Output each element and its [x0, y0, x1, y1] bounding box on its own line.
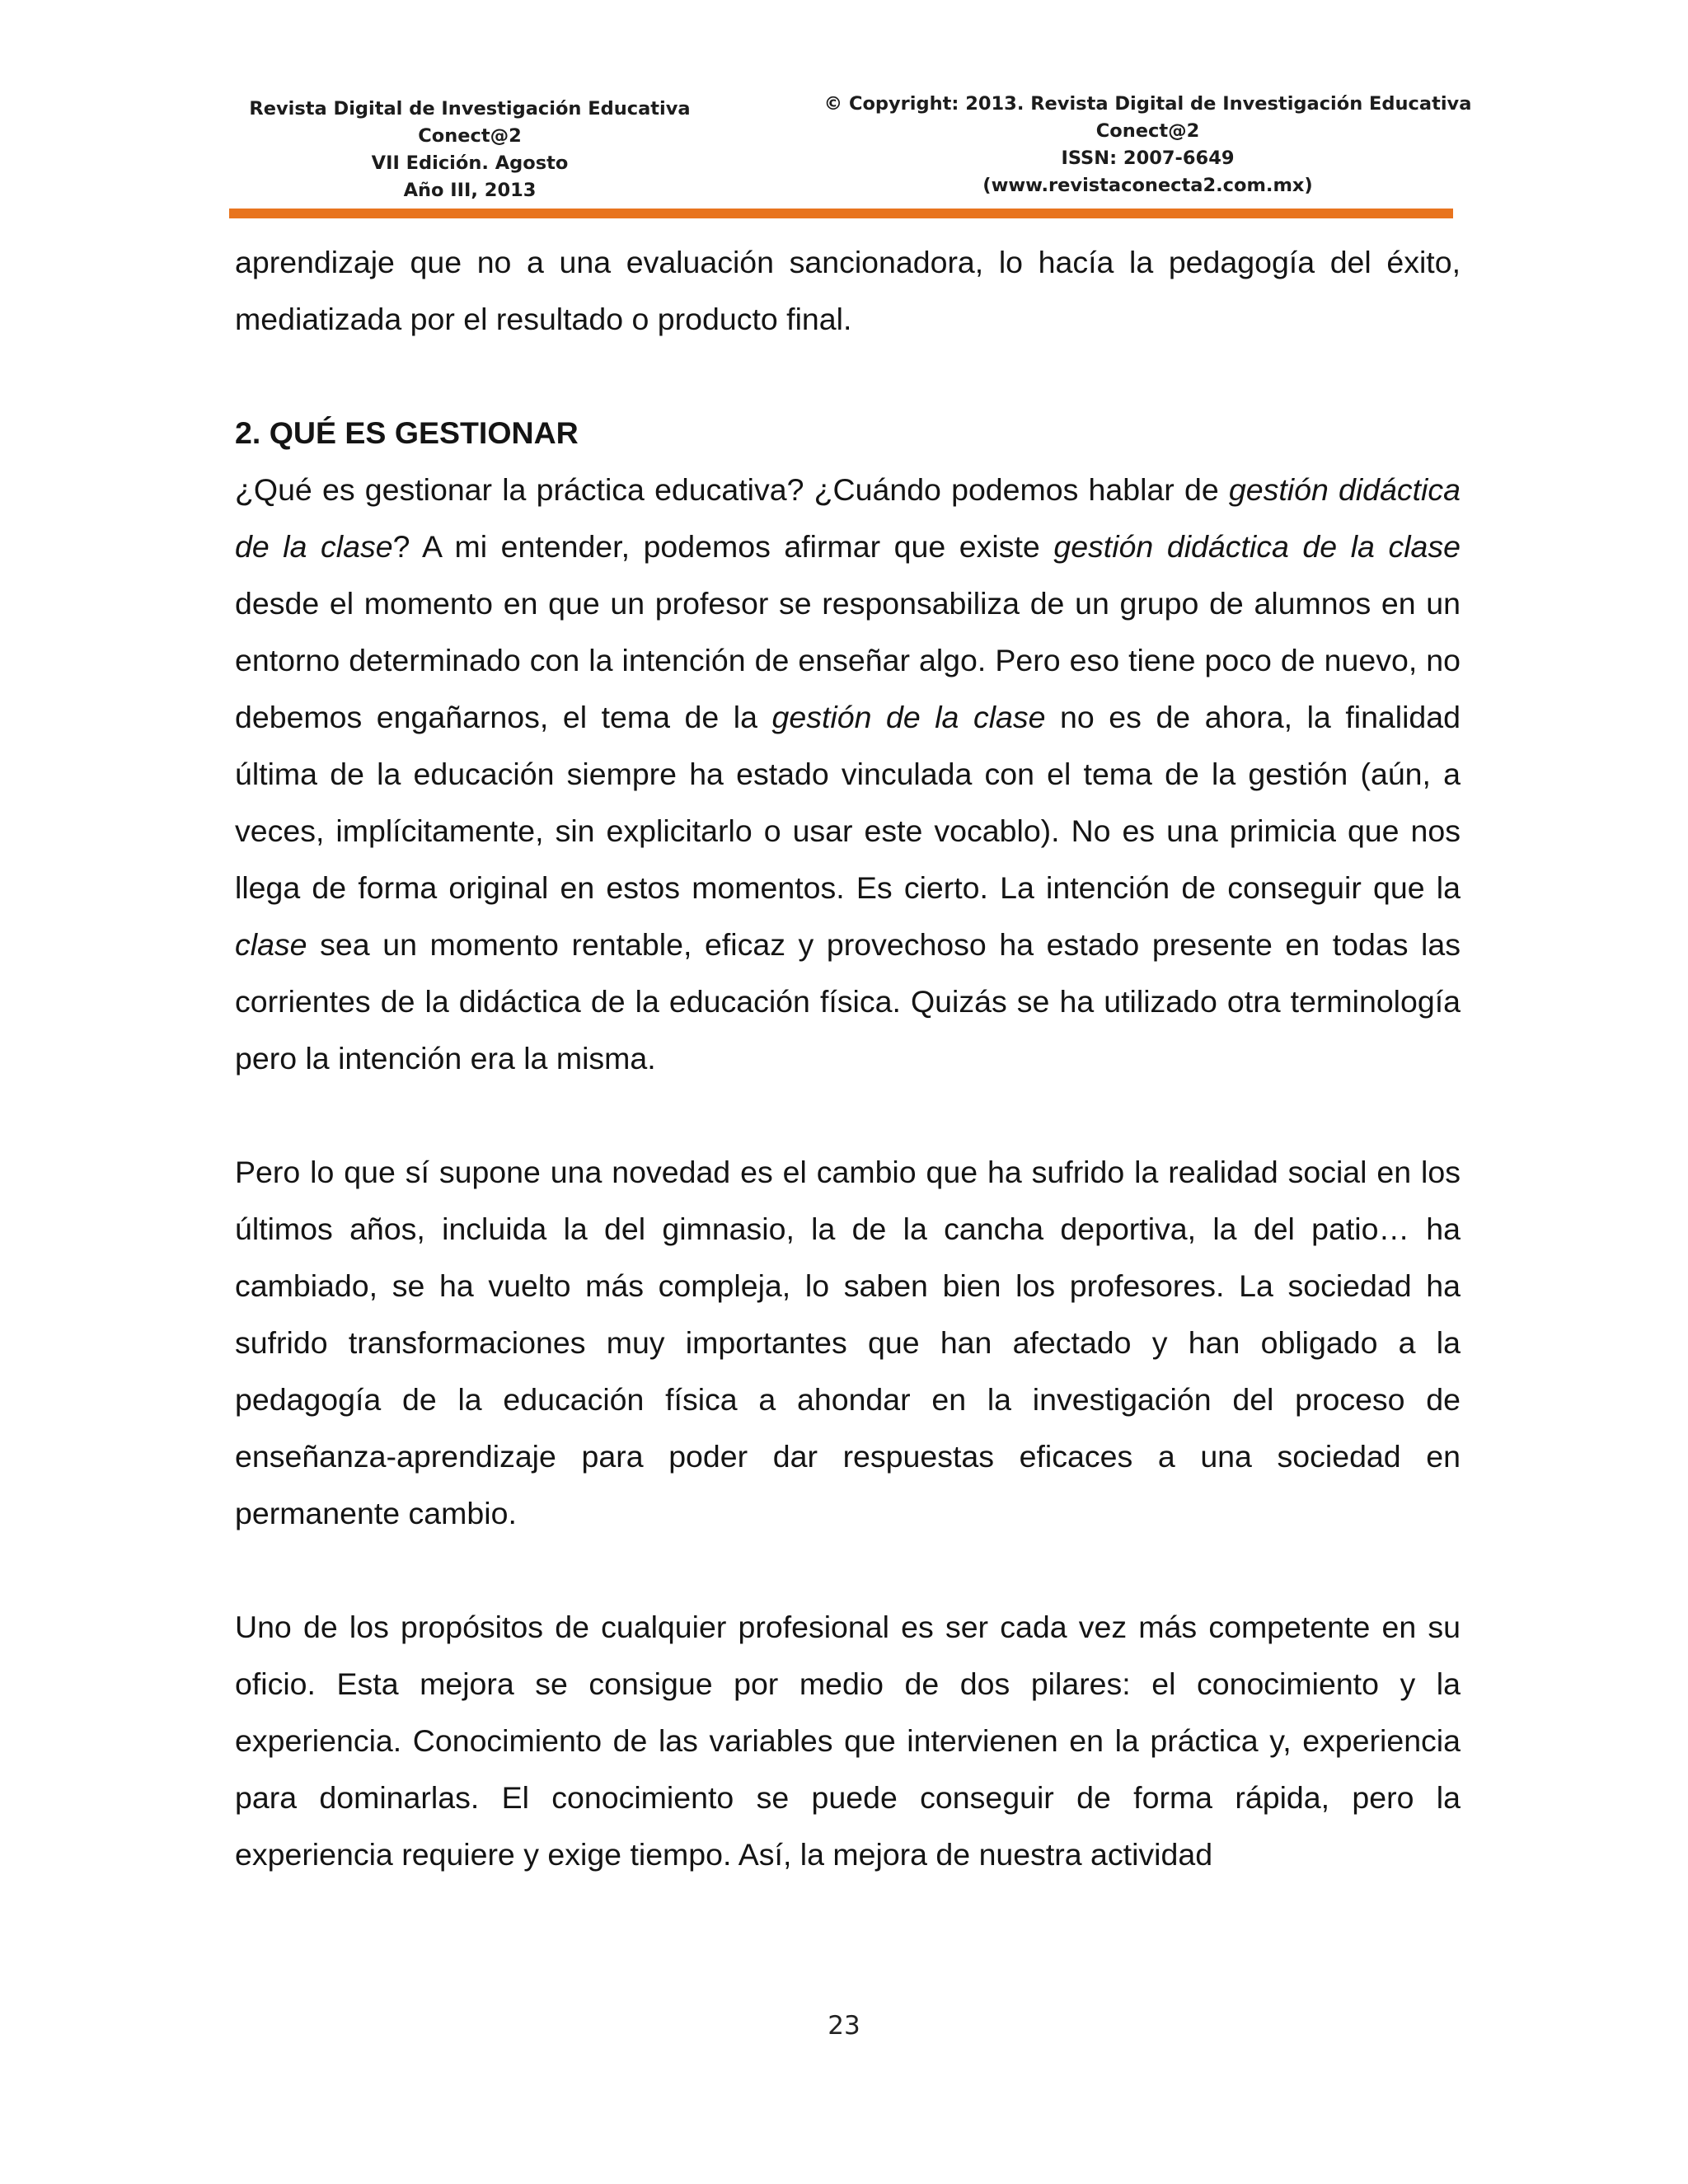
paragraph-2-text-3: desde el momento en que un profesor se responsabiliza de un grupo de alumnos en un entorno determinado con la intención de enseñar algo. Pero eso tiene poco de nuevo, no debemos engañarnos, el tema de la	[235, 586, 1461, 734]
copyright-header	[804, 91, 1492, 199]
copyright-journal-short-name: Conect@2	[1095, 120, 1200, 142]
article-body	[235, 234, 1461, 1883]
paragraph-spacer	[235, 348, 1461, 405]
paragraph-spacer	[235, 1087, 1461, 1144]
header-divider	[229, 209, 1453, 218]
page-number: 23	[828, 2011, 860, 2041]
paragraph-2-text-2: ? A mi entender, podemos afirmar que existe	[392, 529, 1054, 564]
paragraph-1: aprendizaje que no a una evaluación sancionadora, lo hacía la pedagogía del éxito, mediatizada por el resultado o producto final.	[235, 245, 1461, 336]
edition-label: VII Edición. Agosto	[371, 152, 569, 174]
paragraph-2	[235, 462, 1461, 1087]
paragraph-2-italic-4: clase	[235, 927, 307, 962]
paragraph-spacer	[235, 1542, 1461, 1599]
paragraph-2-text-4: no es de ahora, la finalidad última de la educación siempre ha estado vinculada con el tema de la gestión (aún, a veces, implícitamente, sin explicitarlo o usar este vocablo). No es una primicia que nos llega de forma original en estos momentos. Es cierto. La intención de conseguir que la	[235, 700, 1461, 905]
website-label: (www.revistaconecta2.com.mx)	[982, 175, 1313, 196]
year-label: Año III, 2013	[403, 180, 537, 201]
paragraph-4: Uno de los propósitos de cualquier profesional es ser cada vez más competente en su oficio. Esta mejora se consigue por medio de dos pilares: el conocimiento y la experiencia. Conocimiento de las variables que intervienen en la práctica y, experiencia para dominarlas. El conocimiento se puede conseguir de forma rápida, pero la experiencia requiere y exige tiempo. Así, la mejora de nuestra actividad	[235, 1610, 1461, 1872]
paragraph-2-text-5: sea un momento rentable, eficaz y provechoso ha estado presente en todas las corrientes de la didáctica de la educación física. Quizás se ha utilizado otra terminología pero la intención era la misma.	[235, 927, 1461, 1076]
paragraph-2-text-1: ¿Qué es gestionar la práctica educativa? ¿Cuándo podemos hablar de	[235, 472, 1229, 507]
journal-short-name: Conect@2	[418, 125, 522, 147]
journal-edition-header	[231, 96, 709, 204]
journal-name: Revista Digital de Investigación Educativa	[249, 98, 691, 120]
paragraph-2-italic-3: gestión de la clase	[771, 700, 1046, 734]
paragraph-3: Pero lo que sí supone una novedad es el cambio que ha sufrido la realidad social en los últimos años, incluida la del gimnasio, la de la cancha deportiva, la del patio… ha cambiado, se ha vuelto más compleja, lo saben bien los profesores. La sociedad ha sufrido transformaciones muy importantes que han afectado y han obligado a la pedagogía de la educación física a ahondar en la investigación del proceso de enseñanza-aprendizaje para poder dar respuestas eficaces a una sociedad en permanente cambio.	[235, 1155, 1461, 1530]
copyright-line: © Copyright: 2013. Revista Digital de Investigación Educativa	[823, 93, 1472, 115]
paragraph-2-italic-1: gestión didáctica de la clase	[235, 472, 1461, 564]
paragraph-2-italic-2: gestión didáctica de la clase	[1053, 529, 1461, 564]
issn-label: ISSN: 2007-6649	[1061, 148, 1235, 169]
section-heading: 2. QUÉ ES GESTIONAR	[235, 415, 579, 450]
